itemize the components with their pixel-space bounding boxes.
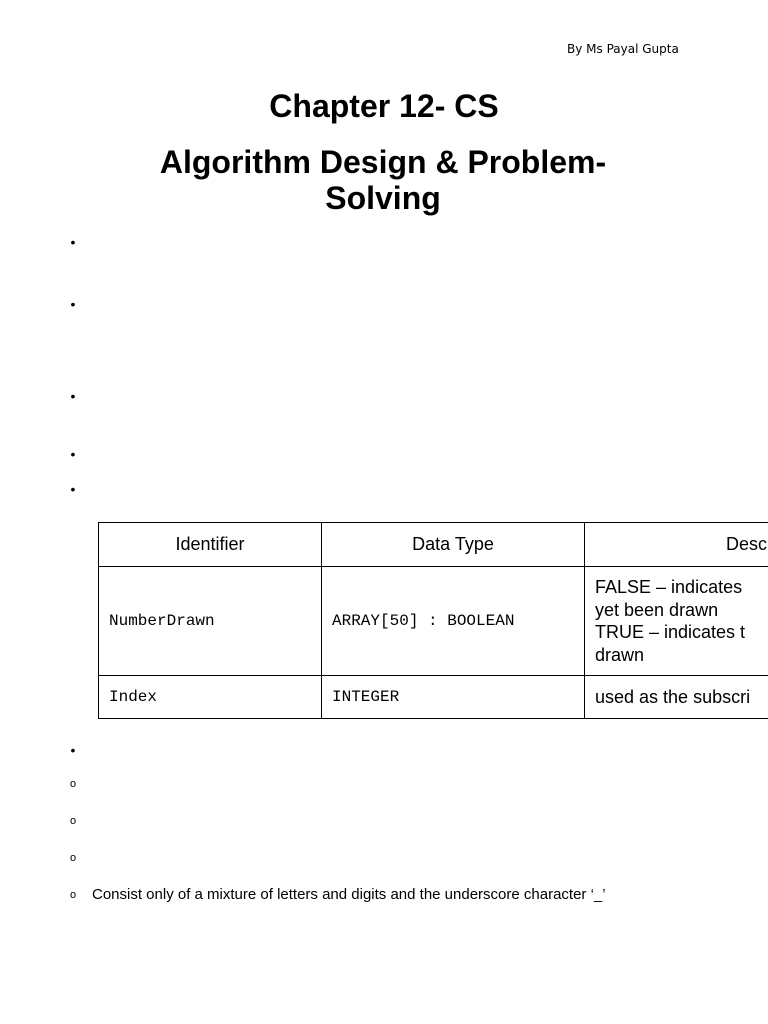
cell-data-type: ARRAY[50] : BOOLEAN — [322, 567, 585, 676]
header-data-type: Data Type — [322, 523, 585, 567]
bullet-6: • — [70, 742, 76, 758]
bullet-4: • — [70, 446, 76, 462]
sub-bullet-2: o — [69, 815, 77, 827]
variables-table — [98, 522, 768, 719]
bullet-3: • — [70, 388, 76, 404]
cell-description — [585, 567, 768, 676]
identifier-rule-text: Consist only of a mixture of letters and digits and the underscore character ‘_’ — [92, 886, 606, 903]
table-row — [99, 676, 768, 719]
desc-line: FALSE – indicates — [595, 577, 743, 597]
cell-data-type: INTEGER — [322, 676, 585, 719]
table-header-row — [99, 523, 768, 567]
sub-bullet-4: o — [69, 889, 77, 901]
header-description: Desc — [585, 523, 768, 567]
desc-line: used as the subscri — [595, 686, 751, 707]
sub-bullet-1: o — [69, 778, 77, 790]
table-row — [99, 567, 768, 676]
chapter-title: Chapter 12- CS — [269, 88, 499, 124]
author-line: By Ms Payal Gupta — [567, 42, 679, 56]
header-identifier: Identifier — [99, 523, 322, 567]
bullet-1: • — [70, 234, 76, 250]
cell-description — [585, 676, 768, 719]
sub-bullet-3: o — [69, 852, 77, 864]
bullet-2: • — [70, 296, 76, 312]
section-title: Algorithm Design & Problem-Solving — [159, 144, 607, 216]
desc-line: drawn — [595, 644, 645, 665]
desc-line: TRUE – indicates t — [595, 622, 746, 642]
bullet-5: • — [70, 481, 76, 497]
desc-line: yet been drawn — [595, 599, 719, 620]
cell-identifier: Index — [99, 676, 322, 719]
cell-identifier: NumberDrawn — [99, 567, 322, 676]
